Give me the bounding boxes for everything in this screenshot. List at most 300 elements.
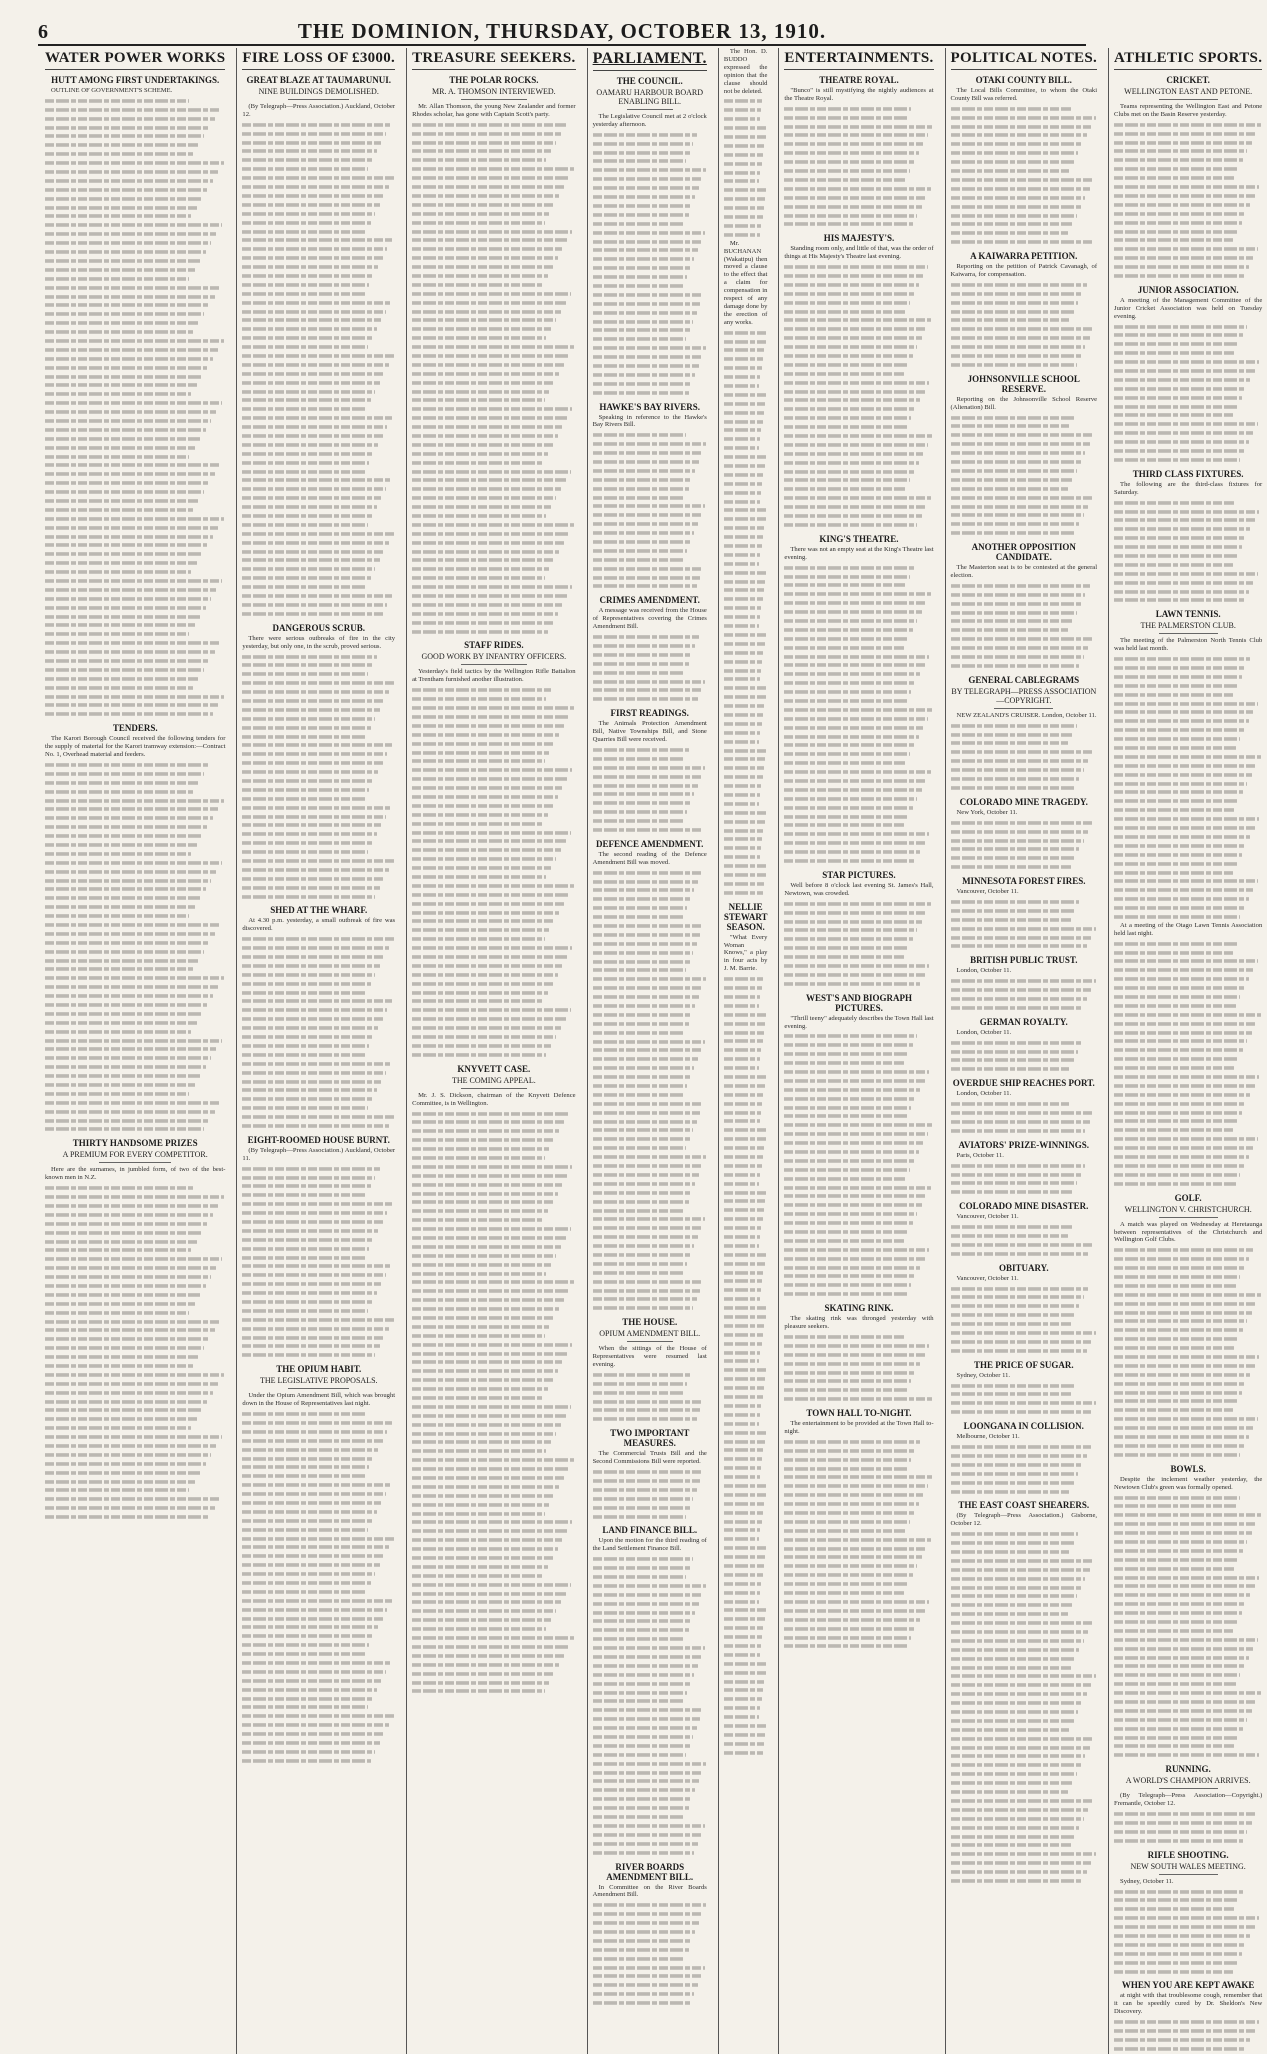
text-line xyxy=(242,559,379,563)
text-line xyxy=(724,1431,766,1435)
text-line xyxy=(242,194,384,198)
text-line xyxy=(593,1209,686,1213)
text-line xyxy=(242,265,378,269)
text-line xyxy=(1114,1513,1261,1517)
text-line xyxy=(593,680,705,684)
text-line xyxy=(724,144,764,148)
text-line xyxy=(242,832,376,836)
text-line xyxy=(242,1354,375,1358)
text-line xyxy=(45,144,198,148)
text-line xyxy=(45,179,213,183)
text-line xyxy=(45,713,213,717)
text-line xyxy=(412,786,562,790)
text-line xyxy=(593,1470,704,1474)
text-line xyxy=(724,846,761,850)
text-line xyxy=(951,416,1074,420)
text-line xyxy=(412,630,548,634)
text-line xyxy=(242,541,389,545)
text-line xyxy=(593,1146,687,1150)
text-line xyxy=(242,744,392,748)
text-line xyxy=(951,434,1095,438)
text-line xyxy=(724,518,766,522)
text-line xyxy=(724,1022,765,1026)
text-line xyxy=(1114,1549,1243,1553)
text-line xyxy=(242,141,381,145)
text-line xyxy=(784,681,915,685)
text-line xyxy=(242,770,378,774)
text-line xyxy=(45,977,224,981)
text-line xyxy=(724,615,760,619)
text-line xyxy=(951,283,1087,287)
text-line xyxy=(412,336,546,340)
text-line xyxy=(412,1192,558,1196)
text-line xyxy=(242,150,376,154)
text-line xyxy=(242,1634,373,1638)
text-line xyxy=(724,811,766,815)
divider xyxy=(1159,1217,1218,1218)
text-line xyxy=(593,1084,688,1088)
text-line xyxy=(951,1129,1086,1133)
text-line xyxy=(784,1538,930,1542)
article-text: Paris, October 11. xyxy=(956,1151,1004,1159)
divider xyxy=(288,1388,349,1389)
text-line xyxy=(45,268,195,272)
text-line xyxy=(242,1000,392,1004)
text-line xyxy=(784,479,909,483)
text-line xyxy=(1114,387,1246,391)
article-heading: GOLF. xyxy=(1174,1192,1202,1203)
text-line xyxy=(1114,826,1255,830)
text-line xyxy=(45,633,189,637)
newspaper-columns xyxy=(40,48,1263,2016)
article-heading: RIFLE SHOOTING. xyxy=(1147,1849,1229,1860)
article-text: The Local Bills Committee, to whom the Otaki County Bill was referred. xyxy=(950,87,1098,102)
text-line xyxy=(724,1386,764,1390)
article-text: "Bunco" is still mystifying the nightly audiences at the Theatre Royal. xyxy=(784,87,934,102)
text-line xyxy=(593,364,699,368)
text-line xyxy=(412,1156,544,1160)
text-line xyxy=(593,871,702,875)
text-line xyxy=(593,1253,691,1257)
text-line xyxy=(45,941,209,945)
text-line xyxy=(1114,1620,1237,1624)
text-line xyxy=(784,1353,924,1357)
text-line xyxy=(724,366,762,370)
text-line xyxy=(45,197,202,201)
text-line xyxy=(242,788,369,792)
text-line xyxy=(412,1369,558,1373)
text-line xyxy=(45,286,220,290)
text-line xyxy=(593,1717,700,1721)
text-line xyxy=(45,1275,211,1279)
text-line xyxy=(951,310,1074,314)
text-line xyxy=(784,1458,911,1462)
text-line xyxy=(951,231,1068,235)
text-line xyxy=(412,822,543,826)
text-line xyxy=(242,1715,393,1719)
text-line xyxy=(242,1106,367,1110)
text-line xyxy=(412,1183,562,1187)
article-heading: JUNIOR ASSOCIATION. xyxy=(1137,284,1239,295)
article-subheading: THE COMING APPEAL. xyxy=(451,1075,536,1085)
text-line xyxy=(951,733,1073,737)
text-line xyxy=(1114,536,1246,540)
text-line xyxy=(593,644,696,648)
text-line xyxy=(412,1592,566,1596)
text-line xyxy=(1114,657,1250,661)
text-line xyxy=(1114,414,1233,418)
text-line xyxy=(45,1302,195,1306)
text-line xyxy=(412,496,556,500)
text-line xyxy=(784,946,908,950)
text-line xyxy=(724,1289,761,1293)
text-line xyxy=(593,766,705,770)
text-line xyxy=(45,384,197,388)
text-line xyxy=(1114,986,1244,990)
text-line xyxy=(1114,1709,1252,1713)
article-heading: ANOTHER OPPOSITION CANDIDATE. xyxy=(971,542,1076,563)
text-line xyxy=(1114,968,1253,972)
text-line xyxy=(412,884,574,888)
text-line xyxy=(1114,1970,1233,1974)
text-line xyxy=(412,1112,569,1116)
text-line xyxy=(724,1315,766,1319)
text-line xyxy=(593,1735,694,1739)
text-line xyxy=(784,788,921,792)
text-line xyxy=(951,909,1076,913)
text-line xyxy=(242,1336,384,1340)
text-line xyxy=(45,1471,200,1475)
text-line xyxy=(951,1225,1073,1229)
text-line xyxy=(242,247,387,251)
text-line xyxy=(242,327,376,331)
text-line xyxy=(951,1612,1068,1616)
text-line xyxy=(412,1201,553,1205)
text-line xyxy=(412,777,567,781)
text-line xyxy=(784,1150,918,1154)
text-line xyxy=(1114,897,1249,901)
text-line xyxy=(784,345,917,349)
text-line xyxy=(951,214,1077,218)
text-line xyxy=(593,346,706,350)
text-line xyxy=(45,968,193,972)
text-line xyxy=(593,880,698,884)
text-line xyxy=(1114,675,1241,679)
text-line xyxy=(724,1360,759,1364)
text-line xyxy=(784,797,917,801)
article-heading: KNYVETT CASE. xyxy=(457,1063,531,1074)
text-line xyxy=(784,726,923,730)
text-line xyxy=(724,986,762,990)
text-line xyxy=(412,1361,562,1365)
text-line xyxy=(593,671,686,675)
text-line xyxy=(412,1000,543,1004)
text-line xyxy=(593,1102,704,1106)
text-line xyxy=(784,425,906,429)
text-line xyxy=(724,1653,760,1657)
text-line xyxy=(242,363,389,367)
text-line xyxy=(412,795,558,799)
text-line xyxy=(45,472,215,476)
text-line xyxy=(412,1467,569,1471)
text-line xyxy=(784,1344,929,1348)
text-line xyxy=(724,820,765,824)
text-line xyxy=(784,824,903,828)
text-line xyxy=(242,319,381,323)
text-line xyxy=(412,1672,554,1676)
column-headline: POLITICAL NOTES. xyxy=(951,50,1098,70)
text-line xyxy=(784,523,917,527)
text-line xyxy=(45,959,198,963)
text-line xyxy=(242,1706,367,1710)
text-line xyxy=(593,1093,684,1097)
text-line xyxy=(45,1435,222,1439)
text-line xyxy=(593,748,689,752)
text-line xyxy=(45,348,218,352)
text-line xyxy=(593,1575,687,1579)
text-line xyxy=(1114,960,1258,964)
text-line xyxy=(593,1155,706,1159)
text-line xyxy=(45,1213,213,1217)
text-line xyxy=(45,1101,220,1105)
text-line xyxy=(593,1289,700,1293)
text-line xyxy=(242,1474,364,1478)
text-line xyxy=(951,327,1095,331)
text-line xyxy=(951,1799,1093,1803)
text-line xyxy=(724,1120,760,1124)
text-line xyxy=(1114,1830,1247,1834)
text-line xyxy=(951,1844,1071,1848)
text-line xyxy=(951,1102,1070,1106)
text-line xyxy=(45,1003,207,1007)
text-line xyxy=(724,606,761,610)
text-line xyxy=(45,1489,189,1493)
text-line xyxy=(242,1741,379,1745)
text-line xyxy=(1114,1576,1259,1580)
text-line xyxy=(593,775,702,779)
text-line xyxy=(242,1590,366,1594)
text-line xyxy=(412,1538,562,1542)
text-line xyxy=(412,550,559,554)
text-line xyxy=(45,481,209,485)
text-line xyxy=(1114,343,1238,347)
text-line xyxy=(593,933,700,937)
text-line xyxy=(45,686,193,690)
article-text: There was not an empty seat at the King's Theatre last evening. xyxy=(784,545,934,561)
text-line xyxy=(242,1097,372,1101)
text-line xyxy=(242,425,387,429)
text-line xyxy=(593,1655,702,1659)
article-heading: SHED AT THE WHARF. xyxy=(270,905,368,916)
text-line xyxy=(784,1582,908,1586)
text-line xyxy=(724,829,764,833)
text-line xyxy=(724,731,761,735)
text-line xyxy=(412,1574,543,1578)
text-line xyxy=(784,655,929,659)
text-line xyxy=(45,357,213,361)
article-text: Well before 8 o'clock last evening St. James's Hall, Newtown, was crowded. xyxy=(784,881,934,897)
text-line xyxy=(242,1282,381,1286)
text-line xyxy=(593,531,695,535)
text-line xyxy=(1114,378,1250,382)
text-line xyxy=(1114,150,1247,154)
text-line xyxy=(1114,888,1253,892)
text-line xyxy=(784,982,920,986)
text-line xyxy=(1114,572,1258,576)
text-line xyxy=(45,790,193,794)
text-line xyxy=(951,1331,1096,1335)
text-line xyxy=(412,1352,567,1356)
text-line xyxy=(724,713,763,717)
text-line xyxy=(412,1009,571,1013)
text-line xyxy=(724,598,763,602)
article-text: The Legislative Council met at 2 o'clock yesterday afternoon. xyxy=(592,113,707,128)
text-line xyxy=(724,1475,760,1479)
text-line xyxy=(784,151,918,155)
text-line xyxy=(242,1430,387,1434)
text-line xyxy=(951,927,1096,931)
text-line xyxy=(724,108,761,112)
text-line xyxy=(412,230,572,234)
text-line xyxy=(1114,1373,1250,1377)
text-line xyxy=(724,793,760,797)
text-line xyxy=(784,1511,914,1515)
text-line xyxy=(784,779,926,783)
text-line xyxy=(1114,942,1237,946)
text-line xyxy=(724,162,762,166)
text-line xyxy=(242,859,393,863)
text-line xyxy=(593,1584,706,1588)
text-line xyxy=(412,1414,566,1418)
text-line xyxy=(593,1200,689,1204)
text-line xyxy=(724,1342,762,1346)
article-heading: MINNESOTA FOREST FIRES. xyxy=(962,876,1086,887)
text-line xyxy=(593,1244,695,1248)
text-line xyxy=(412,1690,544,1694)
text-line xyxy=(412,1476,564,1480)
text-line xyxy=(412,185,564,189)
text-line xyxy=(724,135,766,139)
text-line xyxy=(724,873,766,877)
text-line xyxy=(412,688,551,692)
article-text: The meeting of the Palmerston North Tennis Club was held last month. xyxy=(1114,637,1263,653)
text-line xyxy=(951,134,1087,138)
text-line xyxy=(1114,782,1247,786)
text-line xyxy=(45,588,216,592)
text-line xyxy=(784,443,927,447)
text-line xyxy=(242,443,378,447)
article-subheading: WELLINGTON EAST AND PETONE. xyxy=(1124,87,1253,96)
text-line xyxy=(1114,880,1258,884)
text-line xyxy=(45,1012,202,1016)
text-line xyxy=(242,1265,390,1269)
text-line xyxy=(242,1670,386,1674)
text-line xyxy=(593,284,684,288)
text-line xyxy=(45,1204,218,1208)
text-line xyxy=(1114,1753,1259,1757)
text-line xyxy=(784,1556,921,1560)
article-text: The Animals Protection Amendment Bill, Native Townships Bill, and Stone Quarries Bill were received. xyxy=(592,720,707,744)
text-line xyxy=(951,1737,1095,1741)
text-line xyxy=(412,576,544,580)
text-line xyxy=(412,505,551,509)
text-line xyxy=(724,1262,765,1266)
text-line xyxy=(242,354,393,358)
text-line xyxy=(45,861,222,865)
text-line xyxy=(724,995,761,999)
text-line xyxy=(951,1190,1073,1194)
text-line xyxy=(593,1013,692,1017)
text-line xyxy=(45,1418,197,1422)
text-line xyxy=(242,1510,376,1514)
text-line xyxy=(1114,1093,1250,1097)
text-line xyxy=(45,517,224,521)
article-subheading: NINE BUILDINGS DEMOLISHED. xyxy=(258,87,379,96)
text-line xyxy=(412,327,551,331)
text-line xyxy=(412,751,549,755)
text-line xyxy=(242,496,381,500)
article-text: London, October 11. xyxy=(956,967,1012,975)
text-line xyxy=(1114,728,1244,732)
text-line xyxy=(1114,1540,1247,1544)
text-line xyxy=(1114,123,1261,127)
text-line xyxy=(45,1048,216,1052)
text-line xyxy=(45,1444,216,1448)
article-subheading: MR. A. THOMSON INTERVIEWED. xyxy=(432,87,556,96)
text-line xyxy=(45,446,195,450)
article-heading: GENERAL CABLEGRAMS xyxy=(968,674,1080,685)
text-line xyxy=(242,221,370,225)
text-line xyxy=(951,1068,1070,1072)
text-line xyxy=(1114,1102,1246,1106)
text-line xyxy=(593,240,702,244)
text-line xyxy=(1114,141,1252,145)
text-line xyxy=(412,920,554,924)
text-line xyxy=(724,411,764,415)
text-line xyxy=(784,806,912,810)
text-line xyxy=(724,1235,760,1239)
text-line xyxy=(784,434,932,438)
article-text: Mr. Allan Thomson, the young New Zealander and former Rhodes scholar, has gone with Captain Scott's party. xyxy=(412,103,576,118)
text-line xyxy=(242,850,367,854)
text-line xyxy=(593,195,696,199)
text-line xyxy=(784,1115,906,1119)
text-line xyxy=(242,672,367,676)
article-heading: DEFENCE AMENDMENT. xyxy=(596,838,704,849)
text-line xyxy=(242,1115,393,1119)
text-line xyxy=(784,929,917,933)
article-text: Standing room only, and little of that, was the order of things at His Majesty's Theatre last evening. xyxy=(784,245,934,261)
text-line xyxy=(45,659,209,663)
text-line xyxy=(593,1983,698,1987)
text-line xyxy=(784,1467,906,1471)
text-line xyxy=(1114,239,1233,243)
text-line xyxy=(1114,1505,1236,1509)
article-heading: COLORADO MINE TRAGEDY. xyxy=(959,796,1088,807)
text-line xyxy=(951,821,1093,825)
text-line xyxy=(412,1044,551,1048)
text-line xyxy=(951,1006,1083,1010)
text-line xyxy=(951,1630,1089,1634)
text-line xyxy=(412,955,567,959)
text-line xyxy=(1114,951,1233,955)
text-line xyxy=(45,1506,215,1510)
text-line xyxy=(242,292,364,296)
text-line xyxy=(951,1861,1092,1865)
text-line xyxy=(45,763,209,767)
article-text: The entertainment to be provided at the Town Hall to-night. xyxy=(784,1420,934,1435)
text-line xyxy=(784,911,926,915)
